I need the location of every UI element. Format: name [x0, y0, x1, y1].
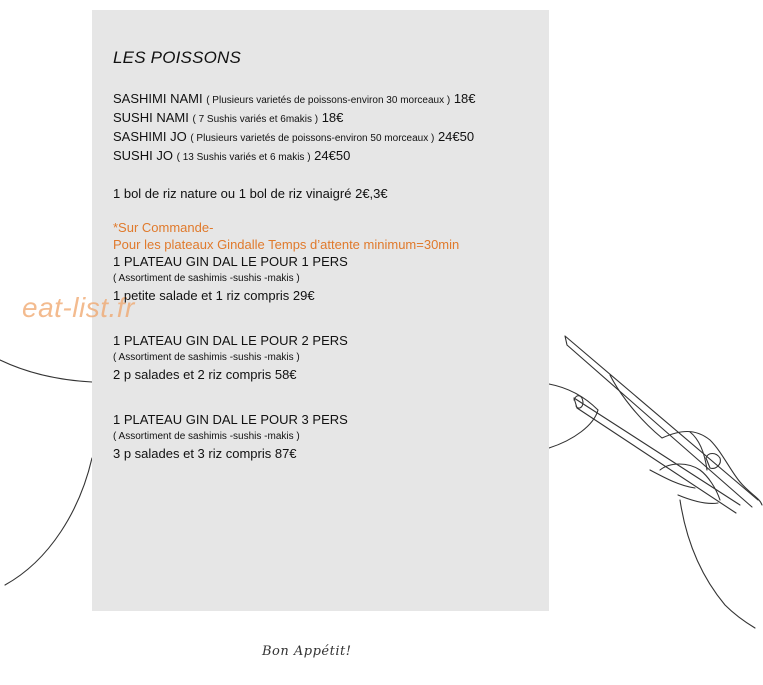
item-name: SASHIMI JO	[113, 129, 187, 144]
item-desc: ( Plusieurs varietés de poissons-environ 30 morceaux )	[206, 95, 451, 106]
plateau-desc: ( Assortiment de sashimis -sushis -makis )	[113, 431, 300, 442]
section-title: LES POISSONS	[113, 48, 242, 67]
item-name: SUSHI JO	[113, 148, 173, 163]
item-name: SUSHI NAMI	[113, 110, 189, 125]
plateau-desc: ( Assortiment de sashimis -sushis -makis )	[113, 352, 300, 363]
thumb-nail	[706, 454, 720, 469]
rice-option: 1 bol de riz nature ou 1 bol de riz vinaigré 2€,3€	[113, 186, 388, 201]
item-price: 24€50	[437, 129, 475, 144]
menu-item	[113, 147, 543, 166]
item-name: SASHIMI NAMI	[113, 91, 203, 106]
plateau-2	[113, 332, 543, 383]
fish-items	[113, 90, 543, 166]
plateau-title: 1 PLATEAU GIN DAL LE POUR 3 PERS	[113, 412, 348, 427]
order-note-line2: Pour les plateaux Gindalle Temps d’attente minimum=30min	[113, 237, 460, 252]
menu-content	[113, 48, 543, 462]
item-desc: ( 13 Sushis variés et 6 makis )	[176, 152, 311, 163]
plateau-detail: 2 p salades et 2 riz compris 58€	[113, 367, 297, 382]
footer-greeting: Bon Appétit!	[262, 644, 352, 659]
menu-item	[113, 109, 543, 128]
bowl-side-right	[549, 410, 598, 448]
menu-item	[113, 128, 543, 147]
item-price: 24€50	[314, 148, 351, 163]
item-price: 18€	[453, 91, 476, 106]
plateau-1	[113, 253, 543, 304]
item-desc: ( Plusieurs varietés de poissons-environ 50 morceaux )	[190, 133, 435, 144]
plateau-title: 1 PLATEAU GIN DAL LE POUR 2 PERS	[113, 333, 348, 348]
plateau-title: 1 PLATEAU GIN DAL LE POUR 1 PERS	[113, 254, 348, 269]
menu-item	[113, 90, 543, 109]
item-desc: ( 7 Sushis variés et 6makis )	[192, 114, 319, 125]
chopstick-lower	[574, 398, 740, 513]
hand-outline	[610, 375, 762, 628]
order-note-line1: *Sur Commande-	[113, 220, 214, 235]
plateau-desc: ( Assortiment de sashimis -sushis -makis )	[113, 273, 300, 284]
item-price: 18€	[321, 110, 344, 125]
plateau-detail: 1 petite salade et 1 riz compris 29€	[113, 288, 315, 303]
chopstick-upper	[565, 336, 758, 507]
bowl-rim-left	[0, 360, 92, 382]
plateau-3	[113, 411, 543, 462]
bowl-side-left	[5, 458, 92, 585]
plateau-detail: 3 p salades et 3 riz compris 87€	[113, 446, 297, 461]
watermark: eat-list.fr	[22, 292, 135, 323]
bowl-rim-right	[549, 384, 598, 410]
